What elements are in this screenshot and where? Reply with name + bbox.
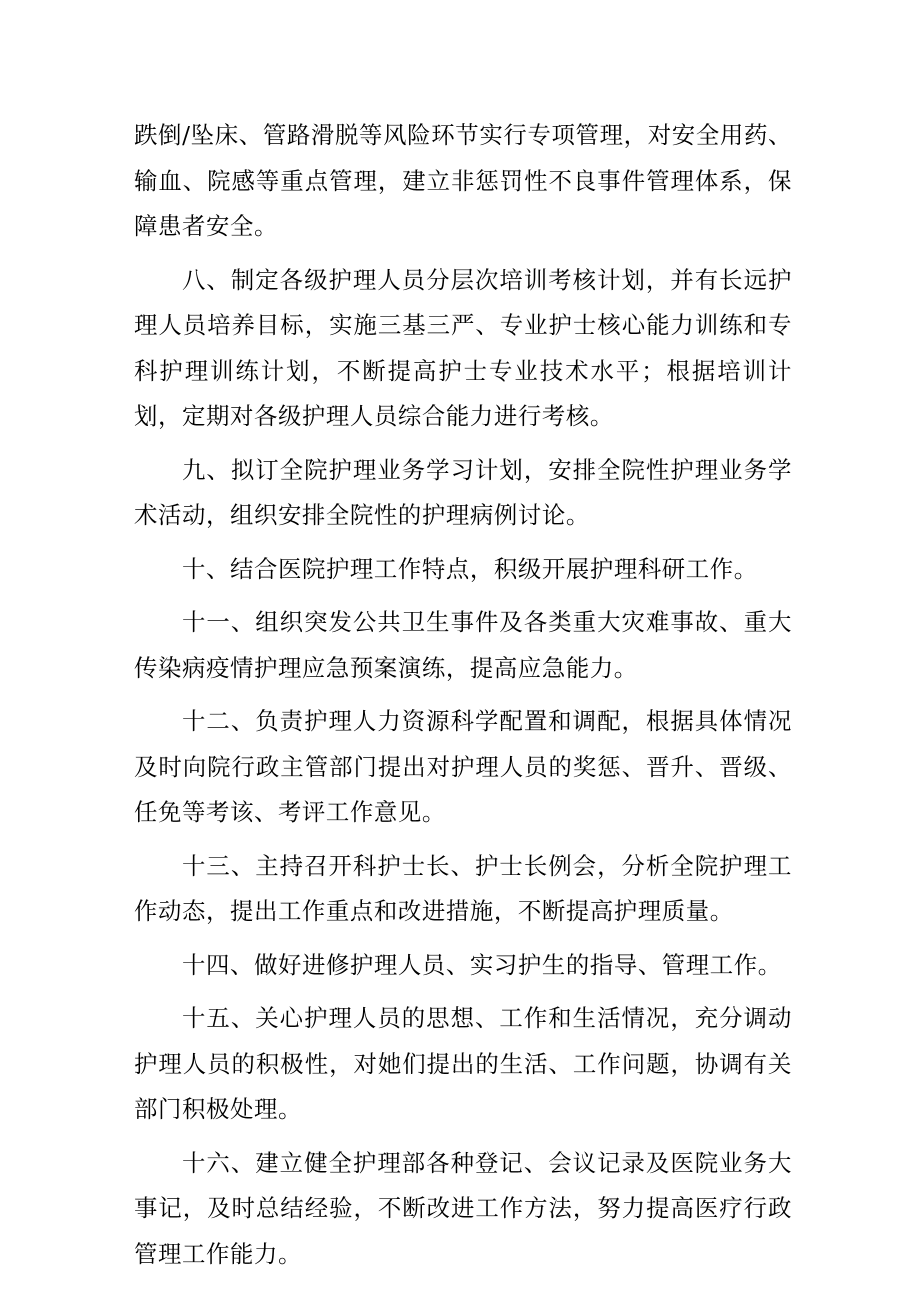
paragraph-item-13: 十三、主持召开科护士长、护士长例会，分析全院护理工作动态，提出工作重点和改进措施，不断提高护理质量。 [134, 851, 792, 925]
paragraph-continued: 跌倒/坠床、管路滑脱等风险环节实行专项管理，对安全用药、输血、院感等重点管理，建立非惩罚性不良事件管理体系，保障患者安全。 [134, 121, 792, 240]
paragraph-item-9: 九、拟订全院护理业务学习计划，安排全院性护理业务学术活动，组织安排全院性的护理病例讨论。 [134, 455, 792, 529]
paragraph-item-14: 十四、做好进修护理人员、实习护生的指导、管理工作。 [182, 950, 782, 979]
document-body [134, 113, 792, 1285]
paragraph-item-11: 十一、组织突发公共卫生事件及各类重大灾难事故、重大传染病疫情护理应急预案演练，提高应急能力。 [134, 608, 792, 682]
paragraph-item-15: 十五、关心护理人员的思想、工作和生活情况，充分调动护理人员的积极性，对她们提出的生活、工作问题，协调有关部门积极处理。 [134, 1004, 792, 1123]
paragraph-item-12: 十二、负责护理人力资源科学配置和调配，根据具体情况及时向院行政主管部门提出对护理人员的奖惩、晋升、晋级、任免等考该、考评工作意见。 [134, 707, 792, 826]
paragraph-item-10: 十、结合医院护理工作特点，积级开展护理科研工作。 [182, 554, 758, 583]
paragraph-item-8: 八、制定各级护理人员分层次培训考核计划，并有长远护理人员培养目标，实施三基三严、专业护士核心能力训练和专科护理训练计划，不断提高护士专业技术水平；根据培训计划，定期对各级护理人员综合能力进行考核。 [134, 265, 792, 430]
paragraph-item-16: 十六、建立健全护理部各种登记、会议记录及医院业务大事记，及时总结经验，不断改进工作方法，努力提高医疗行政管理工作能力。 [134, 1148, 792, 1268]
